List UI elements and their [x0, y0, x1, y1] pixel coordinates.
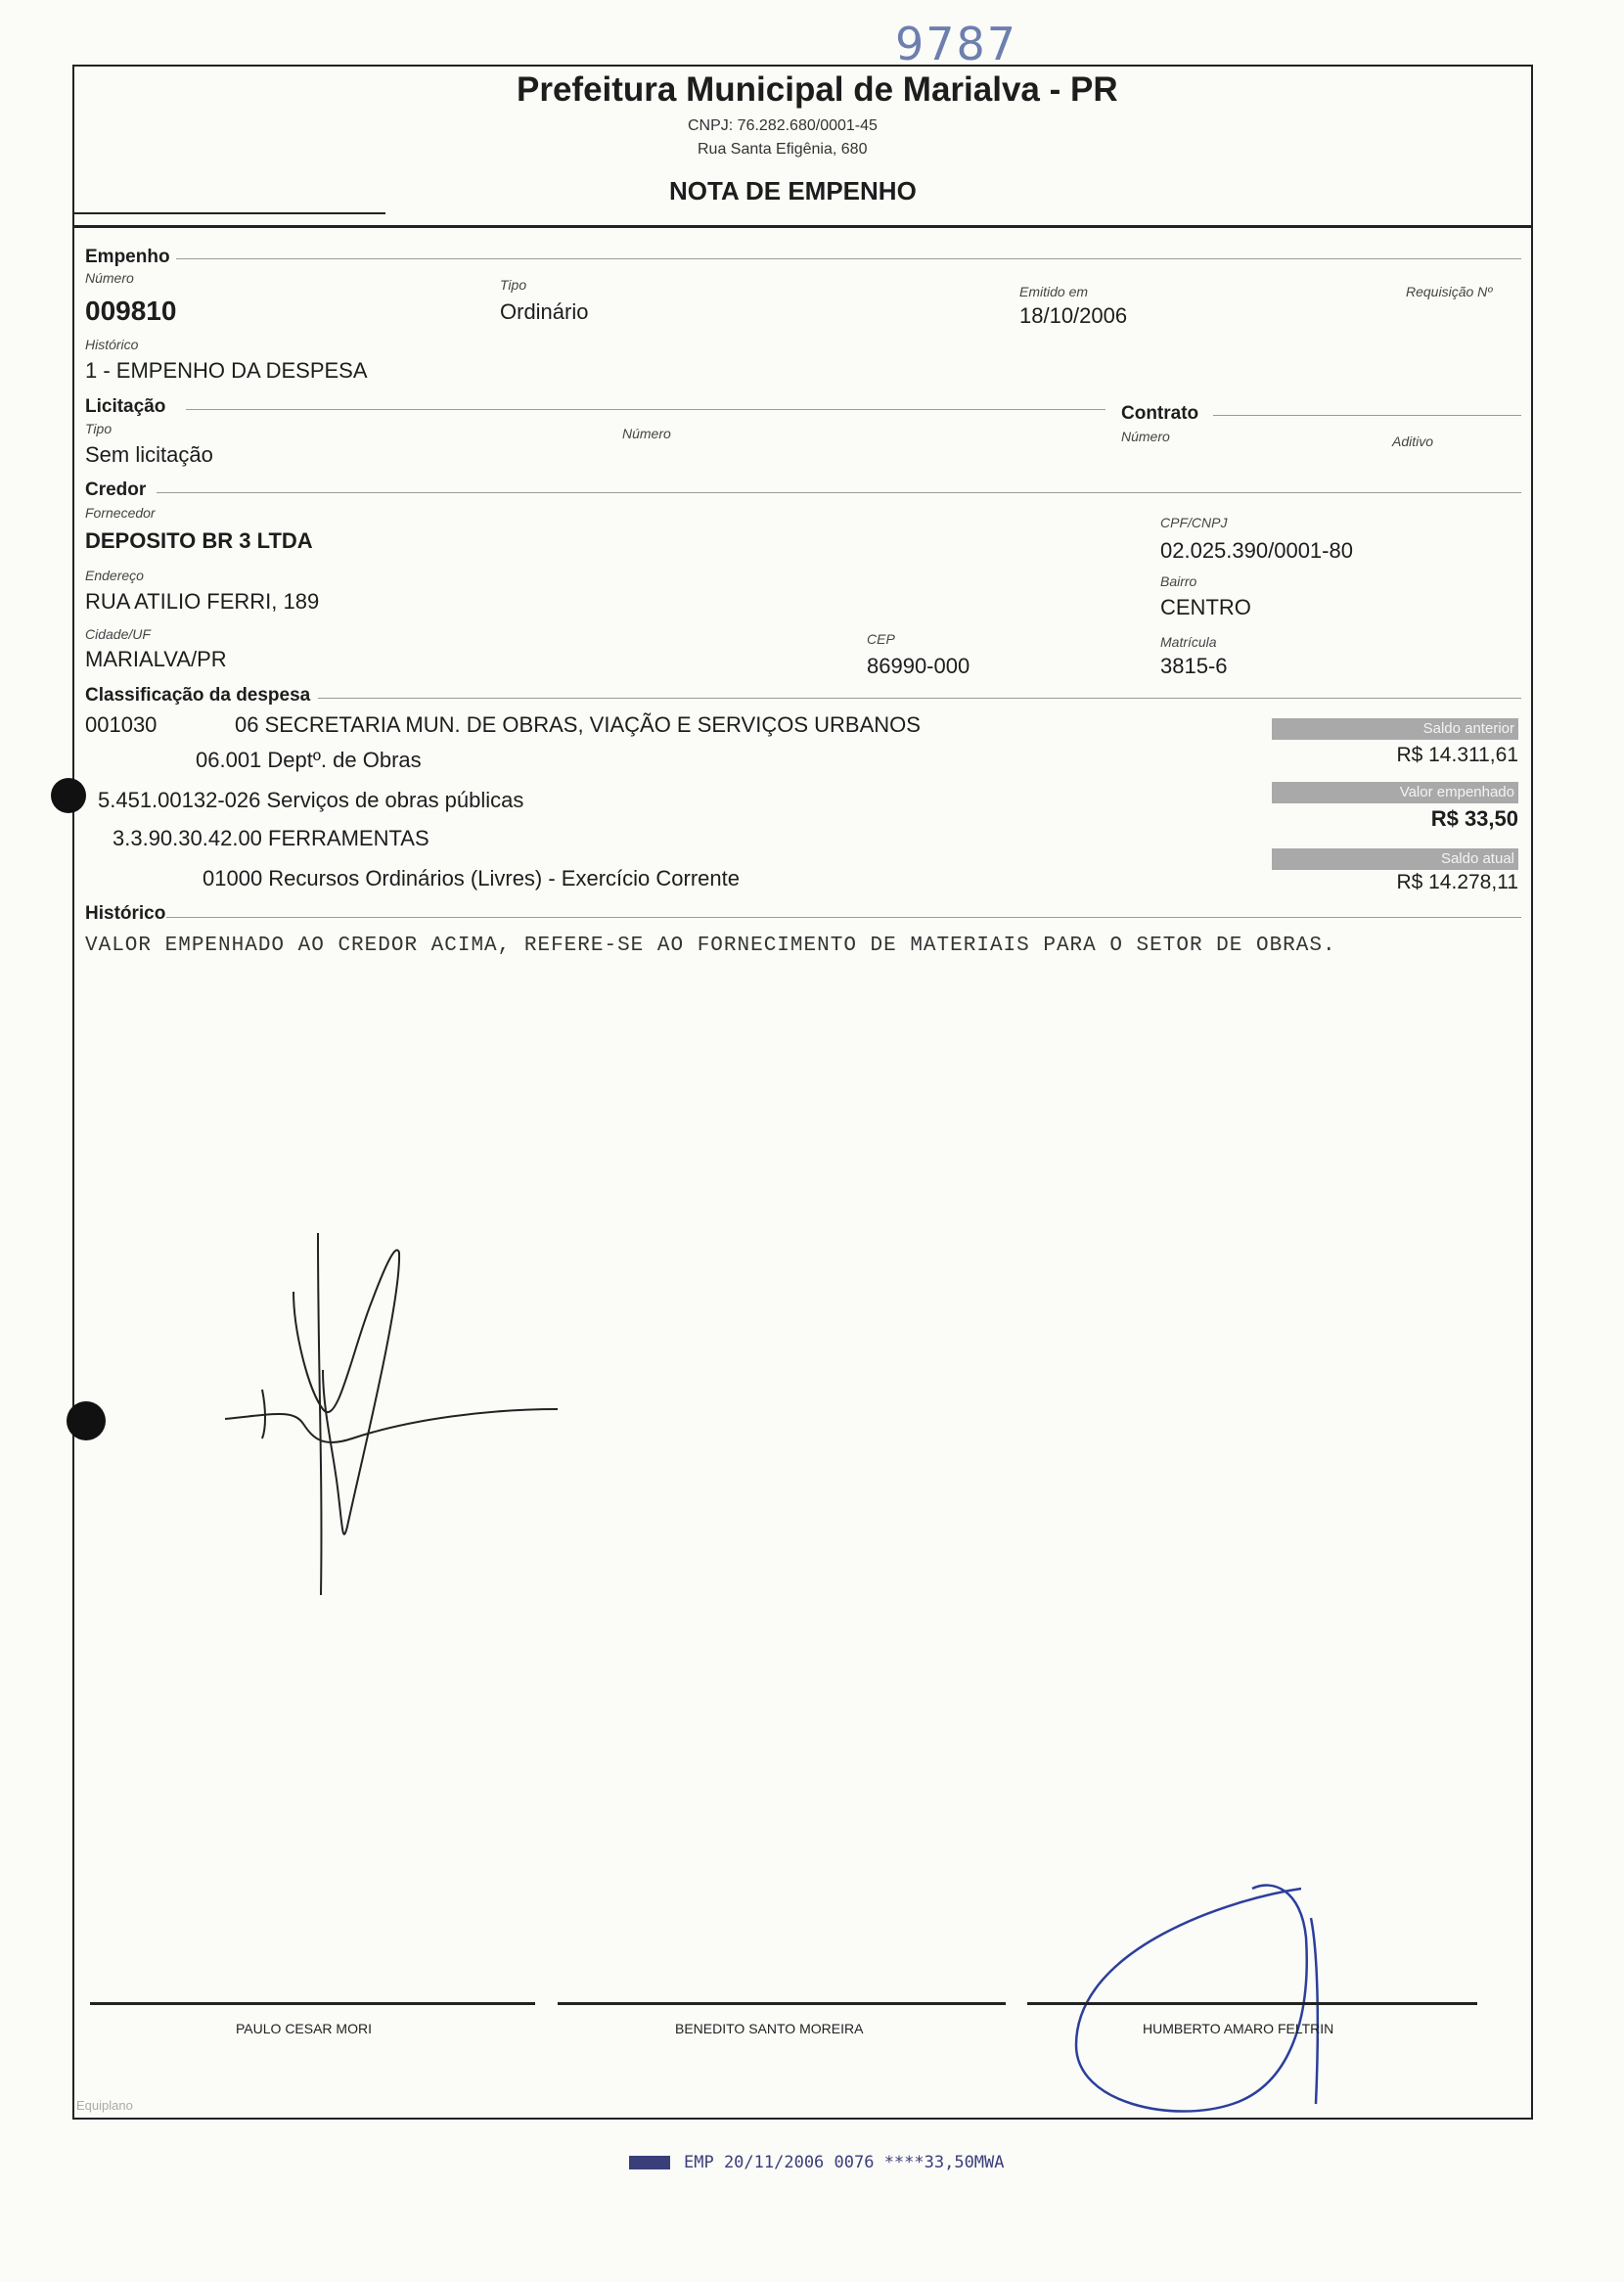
page-title: Prefeitura Municipal de Marialva - PR	[517, 70, 1118, 109]
footer-stamp	[629, 2153, 1005, 2172]
signature-name-3: HUMBERTO AMARO FELTRIN	[1143, 2021, 1334, 2036]
empenho-historico-label: Histórico	[85, 337, 139, 352]
cep-label: CEP	[867, 631, 895, 647]
footer-stamp-text: EMP 20/11/2006 0076 ****33,50MWA	[684, 2153, 1005, 2172]
saldo-anterior-label: Saldo anterior	[1272, 718, 1518, 740]
stamp-logo-icon	[629, 2156, 670, 2169]
doc-title: NOTA DE EMPENHO	[669, 176, 917, 205]
valor-empenhado-value: R$ 33,50	[1430, 806, 1518, 831]
software-mark: Equiplano	[76, 2098, 133, 2113]
contrato-numero-label: Número	[1121, 429, 1170, 444]
signature-loop	[1076, 1886, 1318, 2112]
classificacao-line5: 01000 Recursos Ordinários (Livres) - Exercício Corrente	[203, 866, 740, 890]
header-address: Rua Santa Efigênia, 680	[698, 141, 868, 158]
saldo-atual-label: Saldo atual	[1272, 848, 1518, 870]
cpf-value: 02.025.390/0001-80	[1160, 538, 1353, 563]
contrato-aditivo-label: Aditivo	[1392, 434, 1434, 449]
handwritten-number: 9787	[895, 18, 1018, 70]
empenho-numero-label: Número	[85, 270, 134, 286]
cidade-value: MARIALVA/PR	[85, 647, 227, 671]
cpf-label: CPF/CNPJ	[1160, 515, 1228, 530]
section-credor: Credor	[85, 479, 147, 500]
licitacao-numero-label: Número	[622, 426, 671, 441]
section-empenho: Empenho	[85, 247, 170, 267]
header-cnpj: CNPJ: 76.282.680/0001-45	[688, 117, 878, 134]
saldo-anterior-value: R$ 14.311,61	[1396, 744, 1518, 766]
bairro-label: Bairro	[1160, 573, 1197, 589]
signature-name-2: BENEDITO SANTO MOREIRA	[675, 2021, 864, 2036]
section-contrato: Contrato	[1121, 403, 1199, 424]
empenho-historico: 1 - EMPENHO DA DESPESA	[85, 358, 368, 383]
classificacao-code: 001030	[85, 712, 158, 737]
fornecedor-name: DEPOSITO BR 3 LTDA	[85, 528, 313, 553]
classificacao-line2: 06.001 Deptº. de Obras	[196, 748, 422, 772]
classificacao-line1: 06 SECRETARIA MUN. DE OBRAS, VIAÇÃO E SERVIÇOS URBANOS	[235, 712, 921, 737]
fornecedor-label: Fornecedor	[85, 505, 156, 521]
requisicao-label: Requisição Nº	[1406, 284, 1493, 299]
signature-line	[558, 2002, 1006, 2005]
endereco-value: RUA ATILIO FERRI, 189	[85, 589, 320, 614]
licitacao-tipo: Sem licitação	[85, 442, 213, 467]
empenho-tipo-label: Tipo	[500, 277, 527, 293]
signature-name-1: PAULO CESAR MORI	[236, 2021, 372, 2036]
saldo-atual-value: R$ 14.278,11	[1396, 871, 1518, 893]
valor-empenhado-label: Valor empenhado	[1272, 782, 1518, 803]
empenho-tipo: Ordinário	[500, 299, 589, 324]
bairro-value: CENTRO	[1160, 595, 1251, 619]
emitido-date: 18/10/2006	[1019, 303, 1128, 328]
classificacao-line4: 3.3.90.30.42.00 FERRAMENTAS	[113, 826, 429, 850]
signature-line	[90, 2002, 535, 2005]
empenho-numero: 009810	[85, 296, 177, 326]
endereco-label: Endereço	[85, 568, 144, 583]
classificacao-line3: 5.451.00132-026 Serviços de obras públicas	[98, 788, 524, 812]
signature-scribble	[225, 1233, 558, 1595]
section-historico: Histórico	[85, 903, 166, 924]
cep-value: 86990-000	[867, 654, 970, 678]
matricula-label: Matrícula	[1160, 634, 1217, 650]
signature-line	[1027, 2002, 1477, 2005]
cidade-label: Cidade/UF	[85, 626, 151, 642]
historico-text: VALOR EMPENHADO AO CREDOR ACIMA, REFERE-SE AO FORNECIMENTO DE MATERIAIS PARA O SETOR DE OBRAS.	[85, 935, 1336, 957]
emitido-label: Emitido em	[1019, 284, 1089, 299]
licitacao-tipo-label: Tipo	[85, 421, 113, 436]
section-licitacao: Licitação	[85, 396, 166, 417]
section-classificacao: Classificação da despesa	[85, 685, 311, 706]
matricula-value: 3815-6	[1160, 654, 1228, 678]
